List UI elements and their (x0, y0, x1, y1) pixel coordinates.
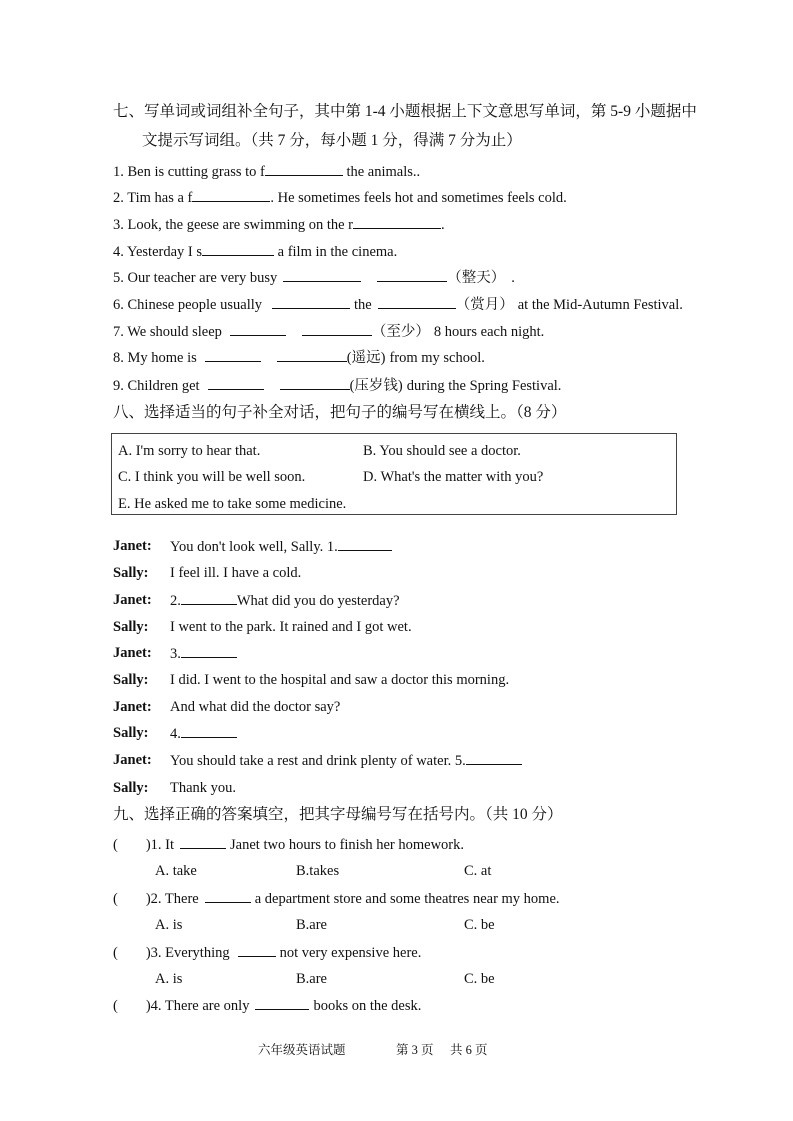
dialogue-line-1: You don't look well, Sally. 1. (170, 537, 392, 556)
s9-question-1: ( )1. It Janet two hours to finish her homework. (113, 837, 465, 853)
s9-q1-option-a: A. take (155, 863, 197, 879)
section7-title-line2: 文提示写词组。（共 7 分，每小题 1 分，得满 7 分为止） (142, 132, 522, 149)
answer-blank[interactable] (230, 322, 286, 336)
s7-question-7: 7. We should sleep （至少） 8 hours each night. (113, 324, 545, 340)
speaker: Janet: (113, 592, 152, 608)
s7-question-6: 6. Chinese people usually the （赏月） at the Mid-Autumn Festival. (113, 297, 683, 313)
s7-question-5: 5. Our teacher are very busy （整天） . (113, 270, 515, 286)
option-b: B. You should see a doctor. (363, 443, 521, 459)
s7-question-4: 4. Yesterday I s a film in the cinema. (113, 244, 398, 260)
answer-blank[interactable] (180, 835, 226, 849)
answer-blank[interactable] (181, 724, 237, 738)
speaker: Sally: (113, 619, 149, 635)
answer-blank[interactable] (238, 943, 276, 957)
speaker: Janet: (113, 538, 152, 554)
answer-blank[interactable] (466, 751, 522, 765)
speaker: Sally: (113, 565, 149, 581)
s7-question-9: 9. Children get (压岁钱) during the Spring Festival. (113, 378, 562, 394)
speaker: Janet: (113, 699, 152, 715)
dialogue-line-8: 4. (170, 724, 237, 743)
section8-title: 八、选择适当的句子补全对话，把句子的编号写在横线上。（8 分） (113, 404, 567, 421)
dialogue-line-10: Thank you. (170, 780, 237, 796)
dialogue-line-3: 2. What did you do yesterday? (170, 593, 400, 609)
answer-blank[interactable] (378, 295, 456, 309)
answer-blank[interactable] (377, 268, 447, 282)
dialogue-line-4: I went to the park. It rained and I got wet. (170, 619, 412, 635)
answer-blank[interactable] (353, 215, 441, 229)
options-box (111, 433, 677, 515)
s7-question-3: 3. Look, the geese are swimming on the r . (113, 217, 445, 233)
dialogue-line-2: I feel ill. I have a cold. (170, 565, 302, 581)
answer-blank[interactable] (272, 295, 350, 309)
footer-total-pages: 共 6 页 (450, 1043, 488, 1057)
answer-blank[interactable] (283, 268, 361, 282)
s9-q2-option-b: B.are (296, 917, 327, 933)
answer-blank[interactable] (255, 996, 309, 1010)
option-a: A. I'm sorry to hear that. (118, 443, 261, 459)
answer-blank[interactable] (181, 644, 237, 658)
answer-blank[interactable] (338, 537, 392, 551)
s7-question-1: 1. Ben is cutting grass to f the animals.. (113, 164, 421, 180)
speaker: Sally: (113, 672, 149, 688)
section7-title-line1: 七、写单词或词组补全句子，其中第 1-4 小题根据上下文意思写单词，第 5-9 小题据中 (113, 103, 697, 120)
s9-q2-option-c: C. be (464, 917, 495, 933)
s7-question-2: 2. Tim has a f . He sometimes feels hot and sometimes feels cold. (113, 190, 567, 206)
option-c: C. I think you will be well soon. (118, 469, 306, 485)
speaker: Janet: (113, 752, 152, 768)
answer-blank[interactable] (277, 348, 347, 362)
s9-q3-option-c: C. be (464, 971, 495, 987)
dialogue-line-6: I did. I went to the hospital and saw a doctor this morning. (170, 672, 510, 688)
dialogue-line-9: You should take a rest and drink plenty of water. 5. (170, 751, 522, 770)
s9-q3-option-b: B.are (296, 971, 327, 987)
section9-title: 九、选择正确的答案填空，把其字母编号写在括号内。（共 10 分） (113, 806, 563, 823)
s9-q1-option-c: C. at (464, 863, 492, 879)
s9-question-2: ( )2. There a department store and some theatres near my home. (113, 891, 560, 907)
answer-blank[interactable] (208, 376, 264, 390)
option-d: D. What's the matter with you? (363, 469, 544, 485)
footer-subject: 六年级英语试题 (258, 1043, 346, 1057)
answer-blank[interactable] (205, 348, 261, 362)
answer-blank[interactable] (202, 242, 274, 256)
s9-q1-option-b: B.takes (296, 863, 340, 879)
dialogue-line-7: And what did the doctor say? (170, 699, 341, 715)
s9-q2-option-a: A. is (155, 917, 183, 933)
s9-question-3: ( )3. Everything not very expensive here. (113, 945, 422, 961)
s7-question-8: 8. My home is (遥远) from my school. (113, 350, 485, 366)
s9-q3-option-a: A. is (155, 971, 183, 987)
answer-blank[interactable] (181, 591, 237, 605)
answer-blank[interactable] (192, 188, 270, 202)
dialogue-line-5: 3. (170, 644, 237, 663)
s9-question-4: ( )4. There are only books on the desk. (113, 998, 422, 1014)
footer-page-number: 第 3 页 (396, 1043, 434, 1057)
speaker: Janet: (113, 645, 152, 661)
speaker: Sally: (113, 725, 149, 741)
answer-blank[interactable] (205, 889, 251, 903)
answer-blank[interactable] (280, 376, 350, 390)
answer-blank[interactable] (302, 322, 372, 336)
answer-blank[interactable] (265, 162, 343, 176)
option-e: E. He asked me to take some medicine. (118, 496, 347, 512)
speaker: Sally: (113, 780, 149, 796)
